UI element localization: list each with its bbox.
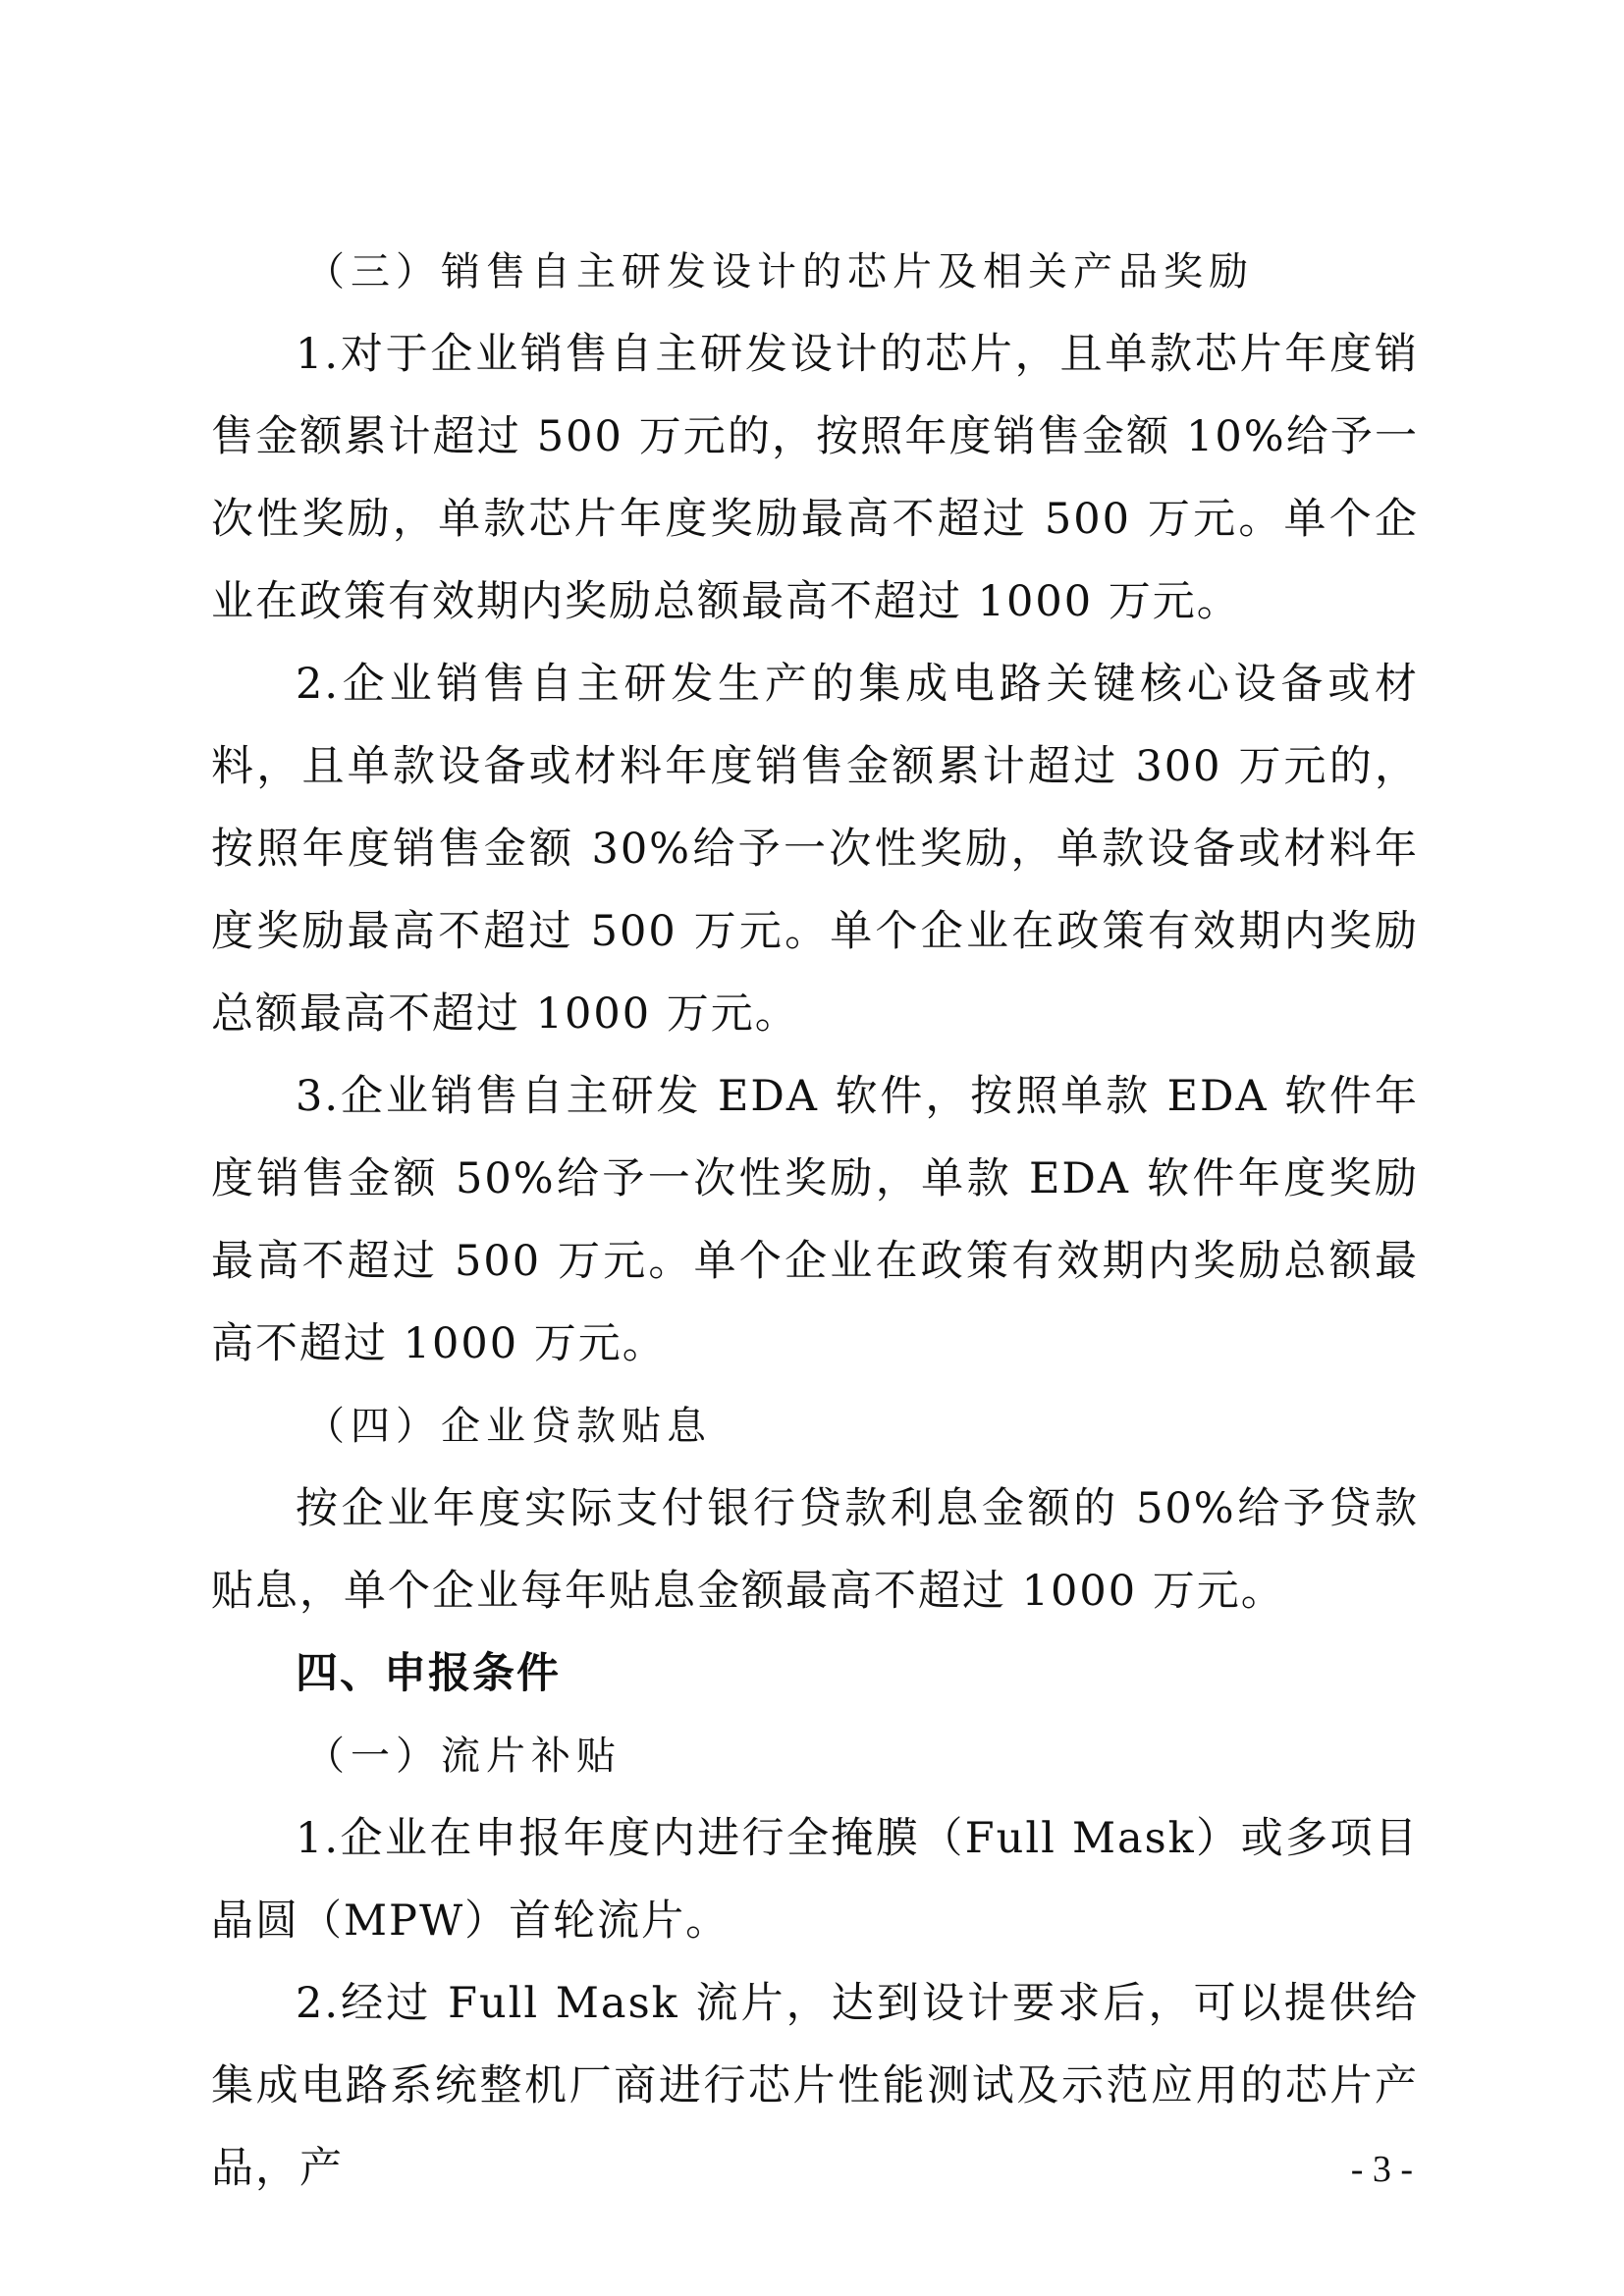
page-number: - 3 -: [1350, 2149, 1413, 2190]
paragraph-chip-sales-reward: 1.对于企业销售自主研发设计的芯片，且单款芯片年度销售金额累计超过 500 万元的，按照年度销售金额 10%给予一次性奖励，单款芯片年度奖励最高不超过 500 万元。单个企业在政策有效期内奖励总额最高不超过 1000 万元。: [211, 330, 1419, 626]
subsection-heading-tapeout-subsidy: （一）流片补贴: [305, 1734, 622, 1779]
paragraph-tapeout-condition-1: 1.企业在申报年度内进行全掩膜（Full Mask）或多项目晶圆（MPW）首轮流片。: [211, 1814, 1419, 1946]
paragraph-eda-software-reward: 3.企业销售自主研发 EDA 软件，按照单款 EDA 软件年度销售金额 50%给予一次性奖励，单款 EDA 软件年度奖励最高不超过 500 万元。单个企业在政策有效期内奖励总额最高不超过 1000 万元。: [211, 1072, 1419, 1368]
section-heading-application-conditions: 四、申报条件: [296, 1649, 561, 1698]
paragraph-loan-interest: 按企业年度实际支付银行贷款利息金额的 50%给予贷款贴息，单个企业每年贴息金额最高不超过 1000 万元。: [211, 1484, 1419, 1616]
subsection-heading-loan-interest: （四）企业贷款贴息: [305, 1404, 712, 1449]
paragraph-equipment-materials-reward: 2.企业销售自主研发生产的集成电路关键核心设备或材料，且单款设备或材料年度销售金额累计超过 300 万元的，按照年度销售金额 30%给予一次性奖励，单款设备或材料年度奖励最高不超过 500 万元。单个企业在政策有效期内奖励总额最高不超过 1000 万元。: [211, 660, 1419, 1039]
subsection-heading-chip-sales-reward: （三）销售自主研发设计的芯片及相关产品奖励: [305, 249, 1254, 294]
document-body: [211, 231, 1419, 2210]
paragraph-tapeout-condition-2: 2.经过 Full Mask 流片，达到设计要求后，可以提供给集成电路系统整机厂商进行芯片性能测试及示范应用的芯片产品，产: [211, 1979, 1419, 2193]
